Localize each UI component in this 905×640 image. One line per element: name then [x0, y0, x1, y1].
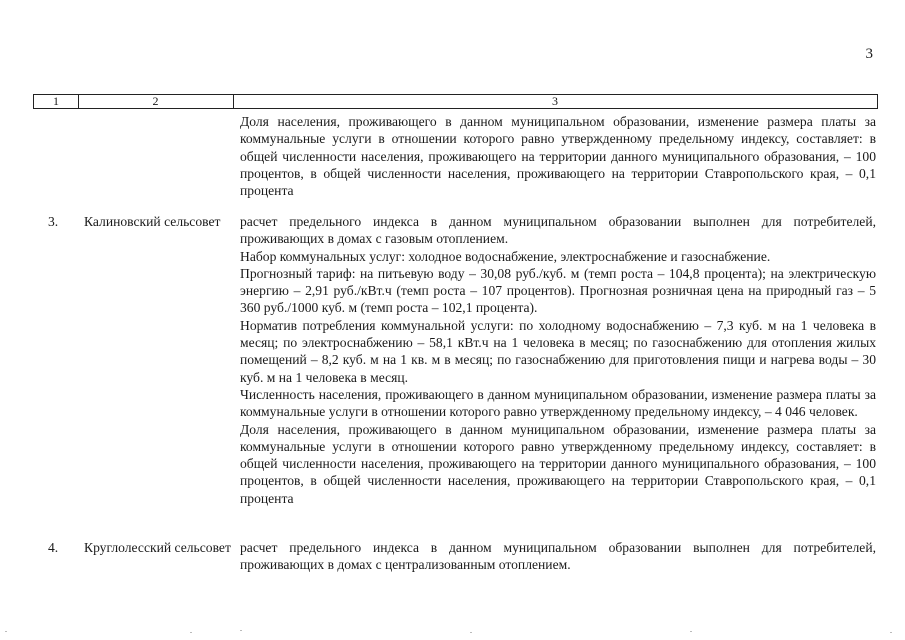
municipality-name: Круглолесский сельсовет — [84, 540, 231, 555]
scan-speck — [240, 630, 242, 631]
scan-speck — [5, 631, 7, 632]
row-paragraph: Доля населения, проживающего в данном муниципальном образовании, изменение размера платы за коммунальные услуги в отношении которого равно утвержденному предельному индексу, составляет: в общей численности населения, проживающего на территории данного муниципального образования, – 100 процентов, в общей численности населения, проживающего на территории Ставропольского края, – 0,1 процента — [240, 421, 876, 506]
scan-speck — [690, 631, 692, 632]
row-paragraph: Набор коммунальных услуг: холодное водоснабжение, электроснабжение и газоснабжение. — [240, 248, 771, 264]
row-number: 3. — [48, 214, 59, 229]
continuation-text — [240, 113, 876, 199]
table-header-col-3: 3 — [552, 94, 558, 108]
continuation-paragraph: Доля населения, проживающего в данном муниципальном образовании, изменение размера платы за коммунальные услуги в отношении которого равно утвержденному предельному индексу, составляет: в общей численности населения, проживающего на территории данного муниципального образования, – 100 процентов, в общей численности населения, проживающего на территории Ставропольского края, – 0,1 процента — [240, 114, 876, 199]
row-description — [240, 539, 876, 574]
table-header-col-2: 2 — [78, 95, 234, 108]
scan-noise — [0, 626, 905, 640]
row-paragraph: Норматив потребления коммунальной услуги: по холодному водоснабжению – 7,3 куб. м на 1 человека в месяц; по электроснабжению – 58,1 кВт.ч на 1 человека в месяц; по газоснабжению для отопления жилых помещений – 8,2 куб. м на 1 кв. м в месяц; по газоснабжению для приготовления пищи и нагрева воды – 30 куб. м на 1 человека в месяц. — [240, 317, 876, 385]
row-paragraph: расчет предельного индекса в данном муниципальном образовании выполнен для потребителей, проживающих в домах с газовым отоплением. — [240, 214, 876, 247]
page-number: 3 — [865, 46, 873, 62]
scan-speck — [890, 632, 892, 633]
table-header-row — [33, 94, 878, 109]
row-number: 4. — [48, 540, 59, 555]
row-description — [240, 213, 876, 507]
table-header-col-1: 1 — [34, 95, 79, 108]
scan-speck — [190, 632, 192, 633]
municipality-name: Калиновский сельсовет — [84, 214, 221, 229]
row-paragraph: Прогнозный тариф: на питьевую воду – 30,08 руб./куб. м (темп роста – 104,8 процента); на электрическую энергию – 2,91 руб./кВт.ч (темп роста – 107 процентов). Прогнозная розничная цена на природный газ – 5 360 руб./1000 куб. м (темп роста – 102,1 процента). — [240, 265, 876, 316]
row-paragraph: Численность населения, проживающего в данном муниципальном образовании, изменение размера платы за коммунальные услуги в отношении которого равно утвержденному предельному индексу, – 4 046 человек. — [240, 386, 876, 420]
row-paragraph: расчет предельного индекса в данном муниципальном образовании выполнен для потребителей, проживающих в домах с централизованным отоплением. — [240, 540, 876, 573]
scan-speck — [470, 632, 472, 633]
